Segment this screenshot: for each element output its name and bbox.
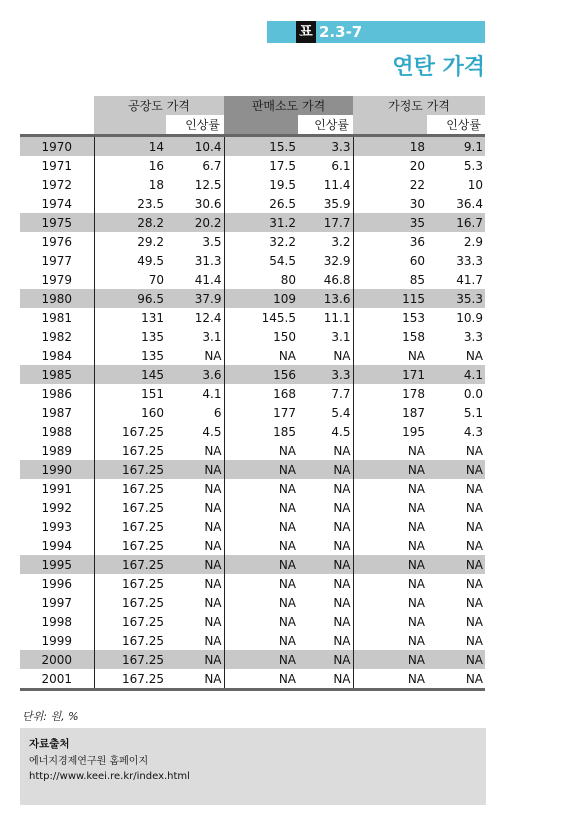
value-cell: NA — [204, 576, 222, 591]
subheader-rate-1: 인상률 — [166, 115, 224, 136]
value-cell: 151 — [94, 384, 166, 403]
year-cell: 1986 — [41, 386, 73, 401]
table-row — [20, 308, 485, 327]
value-cell: NA — [353, 536, 427, 555]
value-cell: NA — [204, 500, 222, 515]
table-badge: 표 — [296, 21, 316, 43]
value-cell: 46.8 — [323, 272, 351, 287]
year-cell: 1985 — [20, 365, 94, 384]
header-row-sub — [20, 115, 485, 136]
value-cell: NA — [333, 576, 351, 591]
value-cell: NA — [333, 443, 351, 458]
value-cell: NA — [224, 612, 298, 631]
value-cell: 35.9 — [323, 196, 351, 211]
value-cell: NA — [427, 460, 485, 479]
value-cell: 3.2 — [331, 234, 351, 249]
value-cell: NA — [204, 481, 222, 496]
value-cell: 3.6 — [166, 365, 224, 384]
value-cell: 3.3 — [298, 136, 353, 157]
value-cell: 167.25 — [94, 460, 166, 479]
table-row — [20, 574, 485, 593]
year-cell: 1980 — [20, 289, 94, 308]
page-title: 연탄 가격 — [392, 55, 485, 80]
value-cell: 9.1 — [427, 136, 485, 157]
value-cell: 54.5 — [224, 251, 298, 270]
value-cell: 145.5 — [224, 308, 298, 327]
year-cell: 1990 — [20, 460, 94, 479]
value-cell: 195 — [353, 422, 427, 441]
year-cell: 1982 — [41, 329, 73, 344]
value-cell: 11.4 — [323, 177, 351, 192]
value-cell: NA — [353, 441, 427, 460]
value-cell: NA — [224, 460, 298, 479]
value-cell: 167.25 — [94, 650, 166, 669]
group-household-price: 가정도 가격 — [353, 96, 485, 115]
value-cell: 168 — [224, 384, 298, 403]
value-cell: 4.1 — [202, 386, 222, 401]
value-cell: 5.4 — [331, 405, 351, 420]
year-cell: 1992 — [41, 500, 73, 515]
value-cell: 4.5 — [331, 424, 351, 439]
value-cell: NA — [298, 460, 353, 479]
value-cell: 96.5 — [94, 289, 166, 308]
table-row — [20, 365, 485, 384]
value-cell: NA — [465, 500, 483, 515]
value-cell: NA — [224, 346, 298, 365]
value-cell: NA — [224, 650, 298, 669]
value-cell: 17.7 — [298, 213, 353, 232]
value-cell: 32.9 — [323, 253, 351, 268]
value-cell: 3.1 — [202, 329, 222, 344]
value-cell: 5.1 — [463, 405, 483, 420]
value-cell: NA — [353, 479, 427, 498]
year-cell: 1996 — [41, 576, 73, 591]
value-cell: 4.3 — [463, 424, 483, 439]
value-cell: 28.2 — [94, 213, 166, 232]
value-cell: 36.4 — [456, 196, 483, 211]
value-cell: 167.25 — [94, 631, 166, 650]
table-row — [20, 555, 485, 574]
value-cell: NA — [166, 555, 224, 574]
table-row — [20, 194, 485, 213]
value-cell: 167.25 — [94, 479, 166, 498]
value-cell: 5.3 — [463, 158, 483, 173]
value-cell: NA — [353, 574, 427, 593]
value-cell: NA — [166, 650, 224, 669]
value-cell: NA — [204, 519, 222, 534]
value-cell: 35 — [353, 213, 427, 232]
value-cell: NA — [333, 519, 351, 534]
table-row — [20, 536, 485, 555]
value-cell: NA — [333, 633, 351, 648]
value-cell: 145 — [94, 365, 166, 384]
table-number: 2.3-7 — [319, 23, 363, 41]
year-cell: 1988 — [41, 424, 73, 439]
group-retail-price: 판매소도 가격 — [224, 96, 353, 115]
value-cell: NA — [427, 650, 485, 669]
value-cell: NA — [465, 443, 483, 458]
value-cell: 80 — [224, 270, 298, 289]
value-cell: 12.4 — [194, 310, 222, 325]
value-cell: 10.4 — [166, 136, 224, 157]
value-cell: NA — [353, 460, 427, 479]
subheader-rate-3: 인상률 — [427, 115, 485, 136]
value-cell: NA — [333, 348, 351, 363]
source-heading: 자료출처 — [29, 738, 70, 750]
value-cell: NA — [465, 576, 483, 591]
table-number-tag — [267, 21, 485, 43]
value-cell: NA — [465, 614, 483, 629]
value-cell: 60 — [353, 251, 427, 270]
value-cell: 10.9 — [456, 310, 483, 325]
table-row — [20, 479, 485, 498]
value-cell: 26.5 — [224, 194, 298, 213]
value-cell: 41.7 — [456, 272, 483, 287]
table-row — [20, 270, 485, 289]
year-cell: 1977 — [41, 253, 73, 268]
value-cell: 33.3 — [456, 253, 483, 268]
value-cell: 7.7 — [331, 386, 351, 401]
value-cell: 23.5 — [94, 194, 166, 213]
value-cell: NA — [353, 517, 427, 536]
value-cell: 135 — [94, 346, 166, 365]
table-row — [20, 612, 485, 631]
value-cell: 109 — [224, 289, 298, 308]
price-table — [20, 96, 485, 691]
source-name: 에너지경제연구원 홈페이지 — [29, 756, 149, 767]
header-row-groups — [20, 96, 485, 115]
table-row — [20, 593, 485, 612]
value-cell: NA — [333, 481, 351, 496]
value-cell: 31.3 — [194, 253, 222, 268]
value-cell: NA — [353, 555, 427, 574]
value-cell: 6.1 — [331, 158, 351, 173]
value-cell: NA — [298, 555, 353, 574]
table-row — [20, 498, 485, 517]
table-row — [20, 327, 485, 346]
value-cell: 70 — [94, 270, 166, 289]
table-row — [20, 156, 485, 175]
value-cell: 31.2 — [224, 213, 298, 232]
year-cell: 1976 — [41, 234, 73, 249]
value-cell: NA — [333, 595, 351, 610]
group-factory-price: 공장도 가격 — [94, 96, 224, 115]
value-cell: 167.25 — [94, 593, 166, 612]
table-body — [20, 136, 485, 690]
value-cell: NA — [353, 593, 427, 612]
table-row — [20, 175, 485, 194]
value-cell: NA — [298, 669, 353, 690]
value-cell: 13.6 — [298, 289, 353, 308]
value-cell: 16.7 — [427, 213, 485, 232]
value-cell: 20 — [353, 156, 427, 175]
value-cell: NA — [224, 593, 298, 612]
value-cell: NA — [353, 612, 427, 631]
value-cell: 11.1 — [323, 310, 351, 325]
value-cell: 41.4 — [194, 272, 222, 287]
value-cell: 158 — [353, 327, 427, 346]
value-cell: NA — [224, 536, 298, 555]
subheader-rate-2: 인상률 — [298, 115, 353, 136]
table-row — [20, 650, 485, 669]
year-cell: 1994 — [41, 538, 73, 553]
value-cell: NA — [353, 498, 427, 517]
year-cell: 1997 — [41, 595, 73, 610]
table-row — [20, 422, 485, 441]
value-cell: 36 — [353, 232, 427, 251]
value-cell: NA — [465, 595, 483, 610]
year-cell: 2001 — [20, 669, 94, 690]
value-cell: NA — [427, 669, 485, 690]
value-cell: NA — [224, 555, 298, 574]
value-cell: 167.25 — [94, 555, 166, 574]
value-cell: 3.1 — [331, 329, 351, 344]
year-cell: 1971 — [41, 158, 73, 173]
value-cell: NA — [465, 633, 483, 648]
value-cell: 135 — [94, 327, 166, 346]
value-cell: NA — [353, 631, 427, 650]
value-cell: 22 — [353, 175, 427, 194]
value-cell: 3.5 — [202, 234, 222, 249]
value-cell: 12.5 — [194, 177, 222, 192]
value-cell: 131 — [94, 308, 166, 327]
value-cell: NA — [204, 633, 222, 648]
year-cell: 1981 — [41, 310, 73, 325]
value-cell: 178 — [353, 384, 427, 403]
year-cell: 1987 — [41, 405, 73, 420]
value-cell: 29.2 — [94, 232, 166, 251]
table-row — [20, 631, 485, 650]
value-cell: NA — [465, 519, 483, 534]
table-row — [20, 669, 485, 690]
value-cell: 18 — [94, 175, 166, 194]
year-cell: 1984 — [41, 348, 73, 363]
value-cell: 85 — [353, 270, 427, 289]
value-cell: 3.3 — [298, 365, 353, 384]
table-row — [20, 213, 485, 232]
value-cell: NA — [465, 481, 483, 496]
value-cell: 167.25 — [94, 574, 166, 593]
value-cell: NA — [224, 479, 298, 498]
table-row — [20, 289, 485, 308]
value-cell: 167.25 — [94, 612, 166, 631]
value-cell: 167.25 — [94, 422, 166, 441]
value-cell: 150 — [224, 327, 298, 346]
value-cell: 167.25 — [94, 441, 166, 460]
source-url: http://www.keei.re.kr/index.html — [29, 771, 190, 782]
table-row — [20, 441, 485, 460]
source-box — [20, 728, 486, 805]
table-row — [20, 346, 485, 365]
value-cell: NA — [224, 631, 298, 650]
value-cell: 153 — [353, 308, 427, 327]
value-cell: 32.2 — [224, 232, 298, 251]
unit-note: 단위: 원, % — [22, 710, 79, 723]
year-cell: 1970 — [20, 136, 94, 157]
value-cell: 4.5 — [202, 424, 222, 439]
value-cell: NA — [204, 348, 222, 363]
value-cell: NA — [224, 441, 298, 460]
value-cell: NA — [204, 443, 222, 458]
value-cell: 30 — [353, 194, 427, 213]
value-cell: 49.5 — [94, 251, 166, 270]
value-cell: 167.25 — [94, 498, 166, 517]
year-cell: 1993 — [41, 519, 73, 534]
value-cell: 115 — [353, 289, 427, 308]
table-row — [20, 403, 485, 422]
value-cell: NA — [333, 614, 351, 629]
value-cell: NA — [204, 538, 222, 553]
value-cell: 20.2 — [166, 213, 224, 232]
value-cell: 160 — [94, 403, 166, 422]
value-cell: 187 — [353, 403, 427, 422]
value-cell: NA — [298, 650, 353, 669]
table-row — [20, 251, 485, 270]
value-cell: 17.5 — [224, 156, 298, 175]
table-row — [20, 517, 485, 536]
value-cell: NA — [333, 500, 351, 515]
value-cell: 18 — [353, 136, 427, 157]
value-cell: NA — [204, 614, 222, 629]
value-cell: NA — [224, 498, 298, 517]
value-cell: 35.3 — [427, 289, 485, 308]
value-cell: 4.1 — [427, 365, 485, 384]
value-cell: 167.25 — [94, 669, 166, 690]
table-row — [20, 136, 485, 157]
year-cell: 1979 — [41, 272, 73, 287]
value-cell: 37.9 — [166, 289, 224, 308]
year-cell: 1999 — [41, 633, 73, 648]
value-cell: NA — [224, 669, 298, 690]
value-cell: 15.5 — [224, 136, 298, 157]
value-cell: NA — [353, 669, 427, 690]
value-cell: 171 — [353, 365, 427, 384]
value-cell: NA — [465, 348, 483, 363]
value-cell: 167.25 — [94, 517, 166, 536]
table-row — [20, 232, 485, 251]
value-cell: NA — [427, 555, 485, 574]
value-cell: NA — [166, 669, 224, 690]
value-cell: 6.7 — [202, 158, 222, 173]
value-cell: 0.0 — [463, 386, 483, 401]
value-cell: NA — [465, 538, 483, 553]
value-cell: 6 — [213, 405, 222, 420]
table-row — [20, 384, 485, 403]
value-cell: NA — [224, 517, 298, 536]
value-cell: NA — [166, 460, 224, 479]
year-cell: 1972 — [41, 177, 73, 192]
value-cell: 156 — [224, 365, 298, 384]
value-cell: NA — [224, 574, 298, 593]
value-cell: 2.9 — [463, 234, 483, 249]
year-cell: 1975 — [20, 213, 94, 232]
value-cell: 185 — [224, 422, 298, 441]
value-cell: NA — [353, 346, 427, 365]
value-cell: 14 — [94, 136, 166, 157]
value-cell: NA — [204, 595, 222, 610]
year-cell: 1989 — [41, 443, 73, 458]
value-cell: 3.3 — [463, 329, 483, 344]
year-cell: 1974 — [41, 196, 73, 211]
value-cell: NA — [353, 650, 427, 669]
year-cell: 1991 — [41, 481, 73, 496]
table-row — [20, 460, 485, 479]
value-cell: NA — [333, 538, 351, 553]
year-cell: 2000 — [20, 650, 94, 669]
value-cell: 19.5 — [224, 175, 298, 194]
value-cell: 30.6 — [194, 196, 222, 211]
value-cell: 10 — [467, 177, 483, 192]
value-cell: 16 — [94, 156, 166, 175]
value-cell: 167.25 — [94, 536, 166, 555]
year-cell: 1995 — [20, 555, 94, 574]
year-cell: 1998 — [41, 614, 73, 629]
value-cell: 177 — [224, 403, 298, 422]
